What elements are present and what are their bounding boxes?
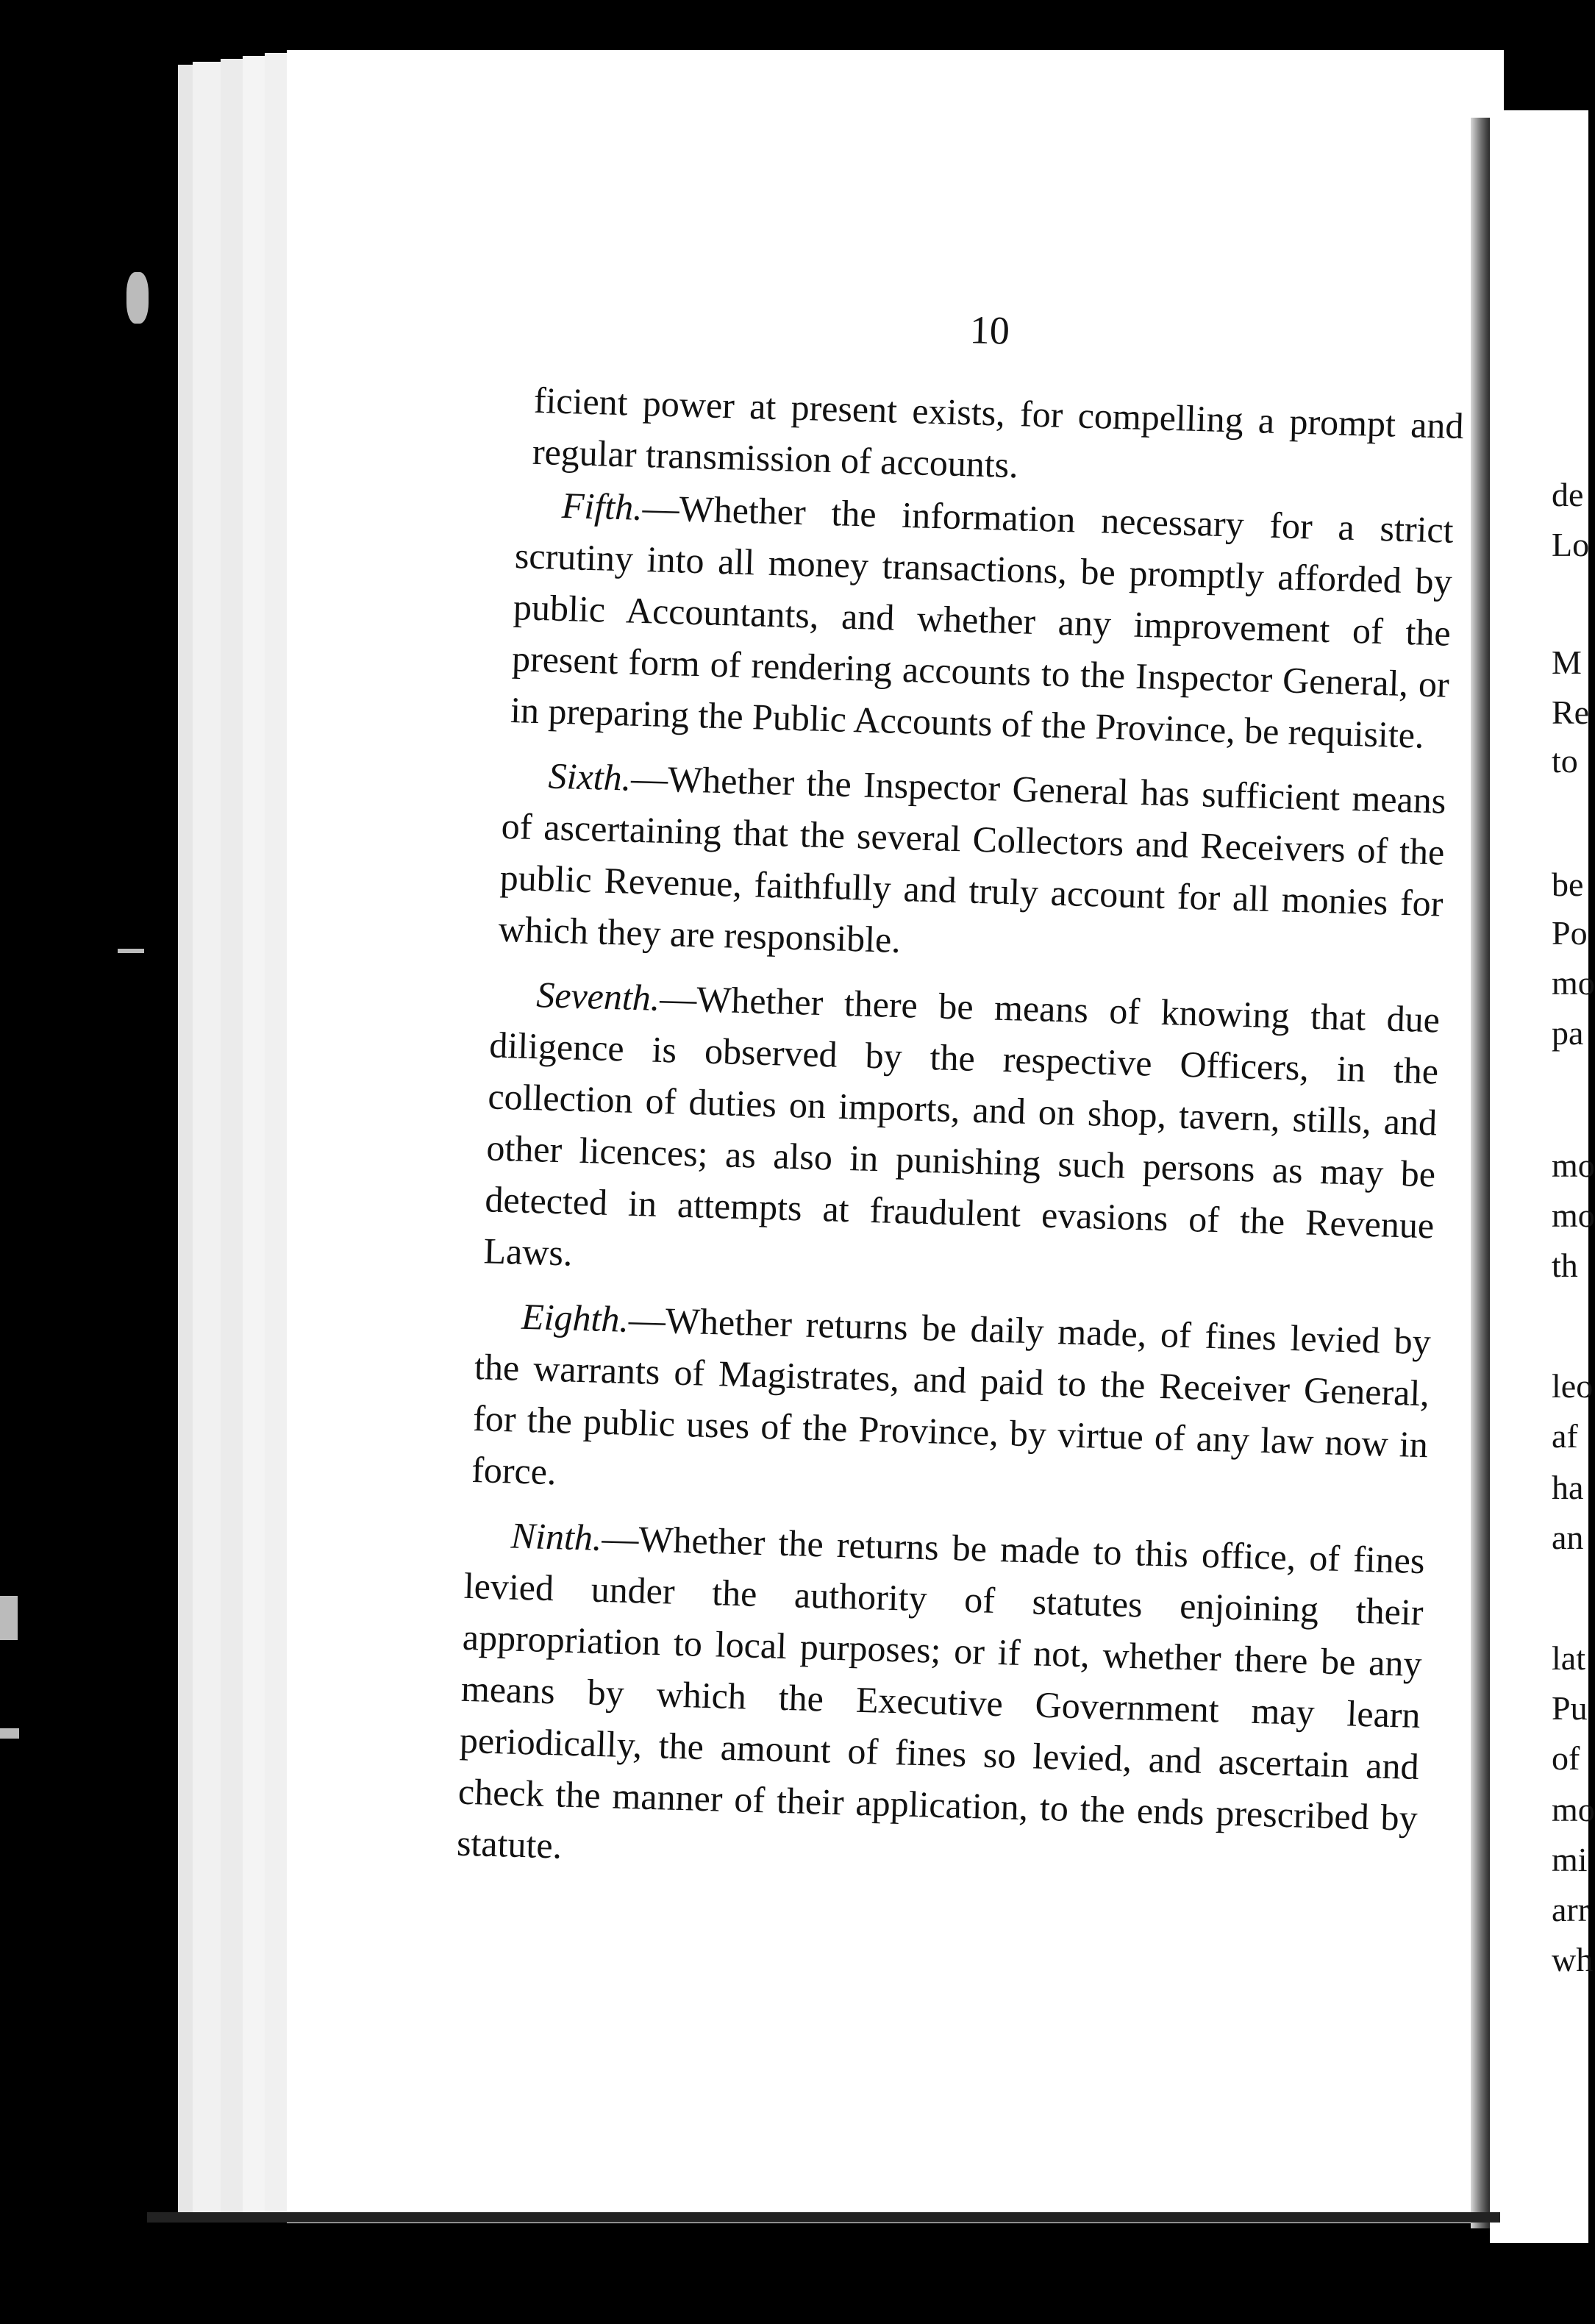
facing-page-fragment: de <box>1552 476 1584 513</box>
page-bottom-shadow <box>147 2212 1500 2223</box>
facing-page-fragment: af <box>1552 1417 1578 1455</box>
facing-page-fragment: to <box>1552 742 1578 780</box>
page-edge <box>221 59 244 2221</box>
inquiry-item <box>483 967 1441 1302</box>
book-gutter <box>1471 118 1490 2228</box>
facing-page-fragment: be <box>1552 866 1584 903</box>
page-number: 10 <box>969 307 1010 353</box>
inquiry-item <box>456 1508 1425 1895</box>
facing-page-fragment: M <box>1552 644 1582 681</box>
scan-speck <box>0 1596 18 1640</box>
facing-page-fragment: arr <box>1552 1891 1590 1928</box>
page-edge <box>193 62 224 2220</box>
facing-page-fragment: mi <box>1552 1841 1588 1878</box>
item-ordinal: Seventh. <box>535 974 661 1019</box>
facing-page-fragment: an <box>1552 1519 1584 1556</box>
item-ordinal: Ninth. <box>510 1514 603 1558</box>
facing-page-fragment: mo <box>1552 964 1595 1002</box>
page-edge <box>243 56 266 2222</box>
facing-page-fragment: Po <box>1552 914 1588 952</box>
facing-page-fragment: mo <box>1552 1147 1595 1184</box>
facing-page <box>1490 110 1595 2243</box>
facing-page-fragment: mo <box>1552 1197 1595 1234</box>
facing-page-fragment: Re <box>1552 694 1590 731</box>
facing-page-fragment: Pu <box>1552 1689 1588 1727</box>
item-text: —Whether there be means of knowing that due diligence is observed by the respective Officers, in the collection of duties on imports, and on shop, tavern, stills, and other licences; as also in punishing such persons as may be detected in attempts at fraudulent evasions of the Revenue Laws. <box>482 977 1441 1274</box>
item-text: —Whether the Inspector General has sufficient means of ascertaining that the several Collectors and Receivers of the public Revenue, faithfully and truly account for all monies for which they are responsible. <box>498 757 1447 960</box>
continued-paragraph: ficient power at present exists, for compelling a prompt and regular transmission of accounts. <box>532 379 1465 486</box>
item-text: —Whether returns be daily made, of fines levied by the warrants of Magistrates, and paid to the Receiver General, for the public uses of the Province, by virtue of any law now in force. <box>471 1298 1432 1493</box>
inquiry-item <box>498 749 1446 981</box>
scan-speck <box>126 272 149 324</box>
item-ordinal: Sixth. <box>547 755 632 799</box>
inquiry-item <box>471 1289 1431 1522</box>
item-text: —Whether the information necessary for a strict scrutiny into all money transactions, be promptly afforded by public Accountants, and whether any improvement of the present form of rendering accounts to the Inspector General, or in preparing the Public Accounts of the Province, be requisite. <box>510 486 1455 756</box>
facing-page-fragment: leo <box>1552 1367 1594 1405</box>
facing-page-fragment: pa <box>1552 1014 1584 1052</box>
facing-page-fragment: of <box>1552 1739 1580 1777</box>
facing-page-fragment: Lo <box>1552 526 1590 563</box>
facing-page-fragment: th <box>1552 1247 1578 1284</box>
scan-speck <box>0 1728 19 1739</box>
item-text: —Whether the returns be made to this office, of fines levied under the authority of statutes enjoining their appropriation to local purposes; or if not, whether there be any means by which the Executive Government may learn periodically, the amount of fines so levied, and ascertain and check the manner of their application, to the ends prescribed by statute. <box>456 1516 1426 1867</box>
page-edge <box>265 53 288 2223</box>
inquiry-list <box>456 478 1455 1908</box>
facing-page-fragment: wh <box>1552 1941 1594 1978</box>
item-ordinal: Eighth. <box>521 1295 629 1340</box>
inquiry-item <box>510 478 1454 761</box>
facing-page-fragment: mo <box>1552 1791 1595 1828</box>
item-ordinal: Fifth. <box>561 484 643 528</box>
scan-speck <box>118 949 144 953</box>
facing-page-fragment: ha <box>1552 1469 1584 1506</box>
facing-page-fragment: lat <box>1552 1639 1585 1677</box>
